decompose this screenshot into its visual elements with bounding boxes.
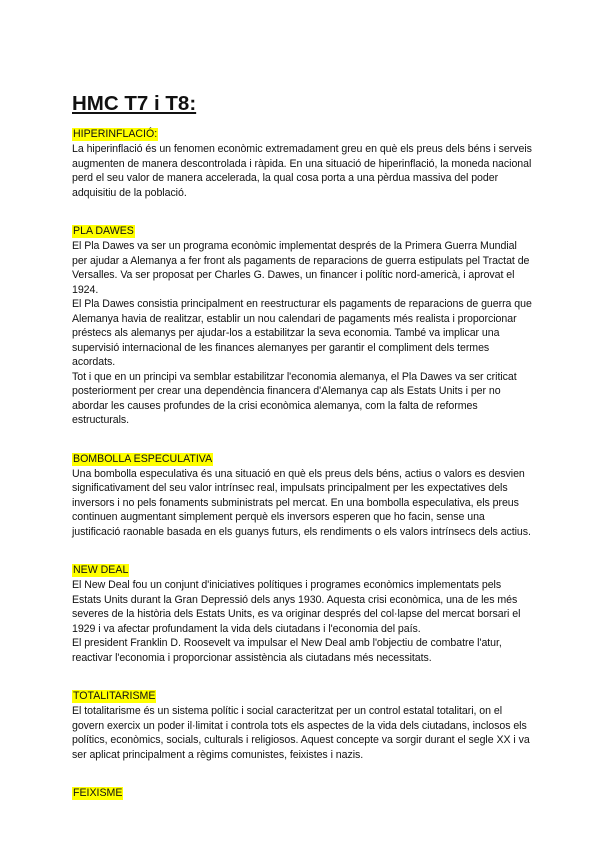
section-feixisme: [72, 783, 532, 801]
document-page: [72, 92, 532, 822]
section-paragraph: La hiperinflació és un fenomen econòmic extremadament greu en què els preus dels béns i serveis augmenten de manera descontrolada i ràpida. En una situació de hiperinflació, la moneda nacional perd el seu valor de manera accelerada, la qual cosa porta a una pèrdua massiva del poder adquisitiu de la població.: [72, 143, 532, 199]
document-title: HMC T7 i T8:: [72, 92, 197, 115]
section-paragraph: El Pla Dawes consistia principalment en reestructurar els pagaments de reparacions de guerra que Alemanya havia de realitzar, establir un nou calendari de pagaments més realista i proporcionar préstecs als alemanys per ajudar-los a estabilitzar la seva economia. També va implicar una supervisió internacional de les finances alemanyes per garantir el compliment dels termes acordats.: [72, 298, 532, 368]
section-new-deal: [72, 560, 532, 665]
section-paragraph: Una bombolla especulativa és una situació en què els preus dels béns, actius o valors es desvien significativament del seu valor intrínsec real, impulsats principalment per les expectatives dels inversors i no pels fonaments subministrats pel mercat. En una bombolla especulativa, els preus continuen augmentant simplement perquè els inversors esperen que ho facin, sense una justificació raonable basada en els guanys futurs, els rendiments o els valors intrínsecs dels actius.: [72, 467, 531, 538]
section-heading: BOMBOLLA ESPECULATIVA: [73, 452, 213, 465]
section-paragraph: El president Franklin D. Roosevelt va impulsar el New Deal amb l'objectiu de combatre l'atur, reactivar l'economia i proporcionar assistència als ciutadans més necessitats.: [72, 637, 502, 664]
section-paragraph: El totalitarisme és un sistema polític i social caracteritzat per un control estatal totalitari, on el govern exercix un poder il·limitat i controla tots els aspectes de la vida dels ciutadans, inclosos els polítics, econòmics, socials, culturals i religiosos. Aquest concepte va sorgir durant el segle XX i va ser aplicat principalment a règims comunistes, feixistes i nazis.: [72, 705, 530, 761]
section-bombolla-especulativa: [72, 449, 532, 540]
section-paragraph: El Pla Dawes va ser un programa econòmic implementat després de la Primera Guerra Mundial per ajudar a Alemanya a fer front als pagaments de reparacions de guerra estipulats pel Tractat de Versalles. Va ser proposat per Charles G. Dawes, un financer i polític nord-americà, i aprovat el 1924.: [72, 240, 530, 296]
section-hiperinflacio: [72, 124, 532, 200]
section-heading: PLA DAWES: [73, 225, 134, 237]
section-paragraph: Tot i que en un principi va semblar estabilitzar l'economia alemanya, el Pla Dawes va ser criticat posteriorment per crear una dependència financera d'Alemanya cap als Estats Units i per no abordar les causes profundes de la crisi econòmica alemanya, com la falta de reformes estructurals.: [72, 370, 517, 426]
section-pla-dawes: [72, 221, 532, 428]
section-heading: NEW DEAL: [73, 564, 129, 576]
section-paragraph: El New Deal fou un conjunt d'iniciatives polítiques i programes econòmics implementats pels Estats Units durant la Gran Depressió dels anys 1930. Aquesta crisi econòmica, una de les més severes de la història dels Estats Units, es va originar després del col·lapse del mercat borsari el 1929 i va afectar profundament la vida dels ciutadans i l'economia del país.: [72, 579, 521, 635]
section-heading: TOTALITARISME: [73, 690, 156, 702]
section-heading: FEIXISME: [73, 787, 123, 799]
section-totalitarisme: [72, 686, 532, 762]
section-heading: HIPERINFLACIÓ:: [73, 128, 158, 140]
